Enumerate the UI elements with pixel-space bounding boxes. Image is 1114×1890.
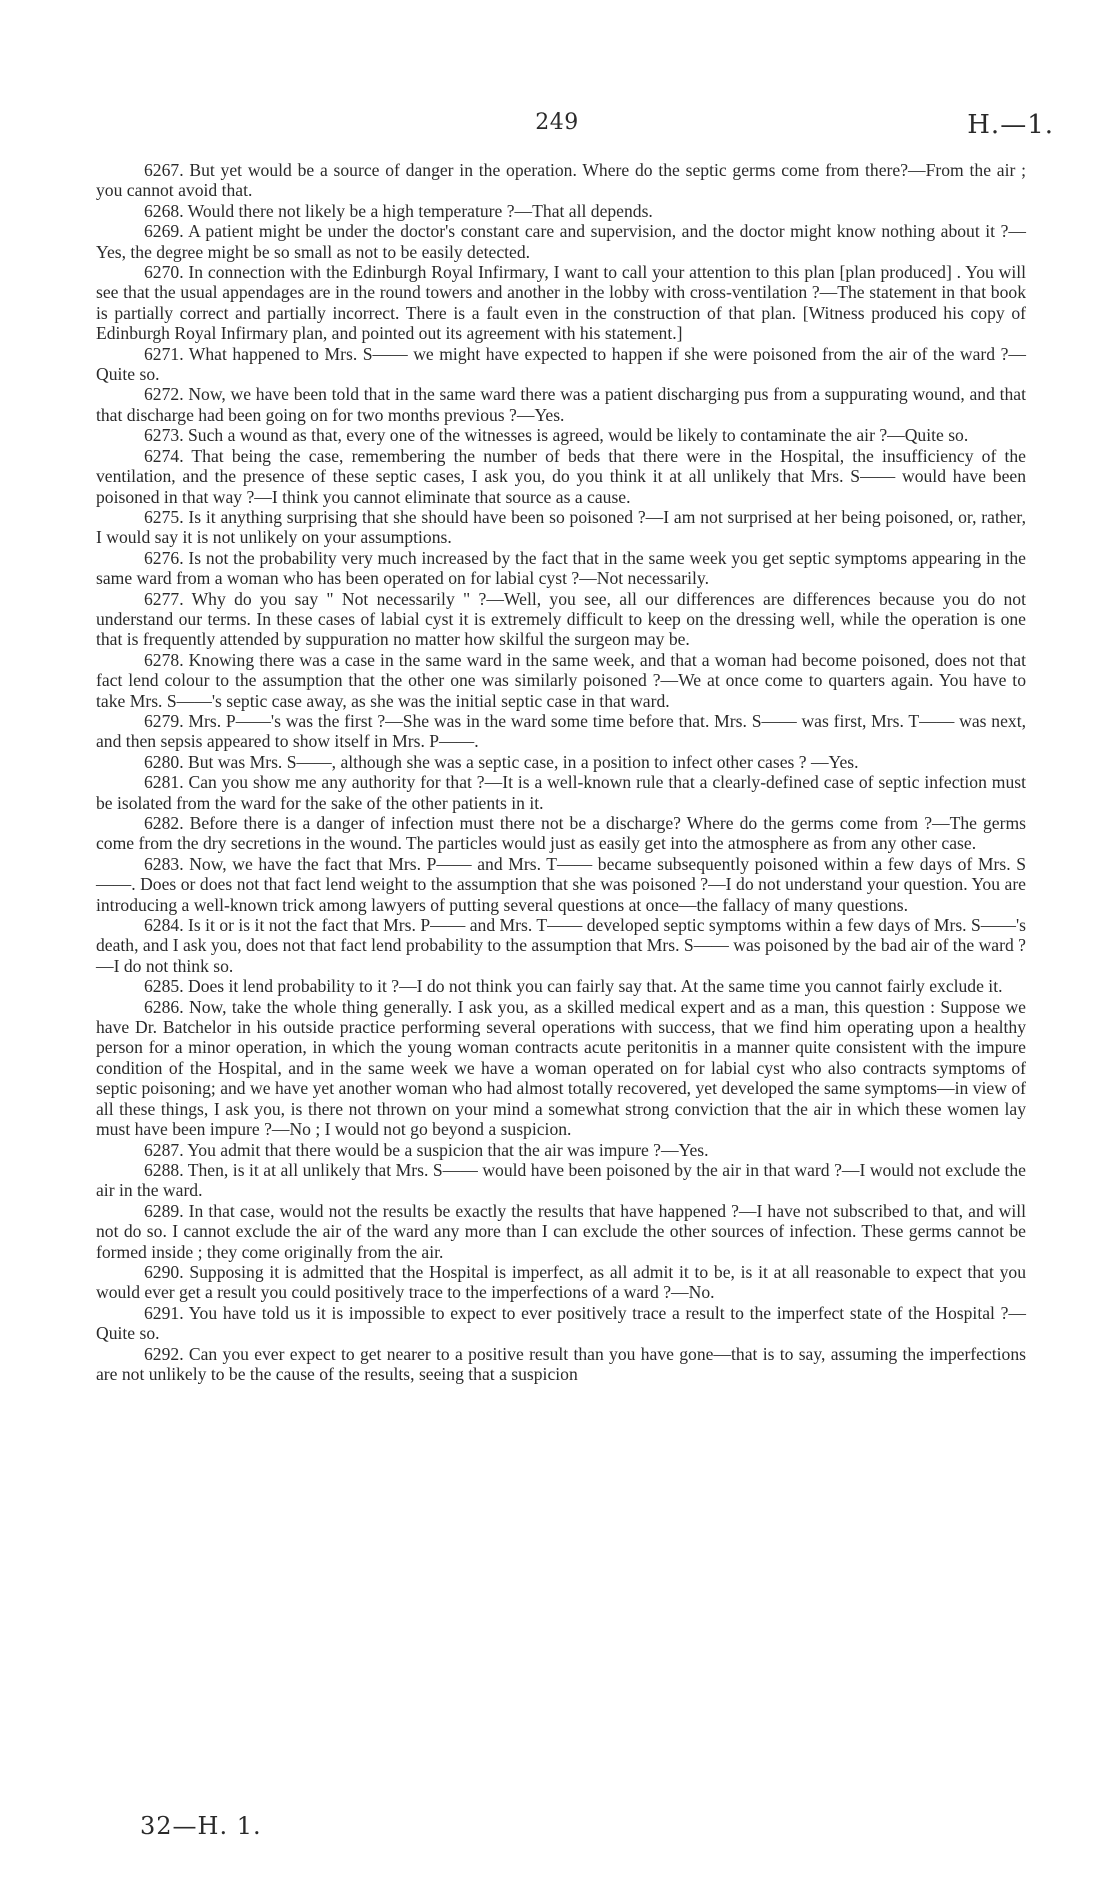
signature-mark: 32—H. 1. bbox=[140, 1812, 262, 1840]
paragraph: 6282. Before there is a danger of infection must there not be a discharge? Where do the germs come from ?—The germs come from the dry secretions in the wound. The particles would just as easily get into the atmosphere as from any other case. bbox=[96, 813, 1026, 854]
paragraph: 6272. Now, we have been told that in the same ward there was a patient discharging pus from a suppurating wound, and that that discharge had been going on for two months previous ?—Yes. bbox=[96, 384, 1026, 425]
paragraph: 6291. You have told us it is impossible to expect to ever positively trace a result to the imperfect state of the Hospital ?—Quite so. bbox=[96, 1302, 1026, 1344]
paragraph: 6280. But was Mrs. S——, although she was a septic case, in a position to infect other cases ? —Yes. bbox=[144, 751, 859, 772]
paragraph: 6289. In that case, would not the results be exactly the results that have happened ?—I have not subscribed to that, and will not do so. I cannot exclude the air of the ward any more than I can exclude the other sources of infection. These germs cannot be formed inside ; they come originally from the air. bbox=[96, 1200, 1026, 1262]
paragraph: 6274. That being the case, remembering the number of beds that there were in the Hospital, the insufficiency of the ventilation, and the presence of these septic cases, I ask you, do you think it at all unlikely that Mrs. S—— would have been poisoned in that way ?—I think you cannot eliminate that source as a cause. bbox=[96, 445, 1026, 507]
evidence-text bbox=[96, 160, 1026, 1384]
paragraph: 6269. A patient might be under the doctor's constant care and supervision, and the doctor might know nothing about it ?—Yes, the degree might be so small as not to be easily detected. bbox=[96, 221, 1026, 262]
paragraph: 6285. Does it lend probability to it ?—I do not think you can fairly say that. At the same time you cannot fairly exclude it. bbox=[144, 976, 1003, 997]
paragraph: 6277. Why do you say " Not necessarily " ?—Well, you see, all our differences are differences because you do not understand our terms. In these cases of labial cyst it is extremely difficult to keep on the dressing well, while the operation is one that is frequently attended by suppuration no matter how skilful the surgeon may be. bbox=[96, 588, 1026, 650]
paragraph: 6284. Is it or is it not the fact that Mrs. P—— and Mrs. T—— developed septic symptoms within a few days of Mrs. S——'s death, and I ask you, does not that fact lend probability to the assumption that Mrs. S—— was poisoned by the bad air of the ward ?—I do not think so. bbox=[96, 915, 1026, 976]
paragraph: 6279. Mrs. P——'s was the first ?—She was in the ward some time before that. Mrs. S—— was first, Mrs. T—— was next, and then sepsis appeared to show itself in Mrs. P——. bbox=[96, 710, 1026, 752]
paragraph: 6268. Would there not likely be a high temperature ?—That all depends. bbox=[144, 200, 653, 221]
paragraph: 6292. Can you ever expect to get nearer to a positive result than you have gone—that is to say, assuming the imperfections are not unlikely to be the cause of the results, seeing that a suspicion bbox=[96, 1343, 1026, 1384]
paragraph: 6283. Now, we have the fact that Mrs. P—— and Mrs. T—— became subsequently poisoned within a few days of Mrs. S——. Does or does not that fact lend weight to the assumption that she was poisoned ?—I do not understand your question. You are introducing a well-known trick among lawyers of putting several questions at once—the fallacy of many questions. bbox=[96, 853, 1026, 915]
page-number: 249 bbox=[535, 110, 579, 135]
paragraph: 6290. Supposing it is admitted that the Hospital is imperfect, as all admit it to be, is it at all reasonable to expect that you would ever get a result you could positively trace to the imperfections of a ward ?—No. bbox=[96, 1261, 1026, 1303]
paragraph: 6267. But yet would be a source of danger in the operation. Where do the septic germs come from there?—From the air ; you cannot avoid that. bbox=[96, 160, 1026, 201]
paragraph: 6281. Can you show me any authority for that ?—It is a well-known rule that a clearly-defined case of septic infection must be isolated from the ward for the sake of the other patients in it. bbox=[96, 772, 1026, 813]
paragraph: 6276. Is not the probability very much increased by the fact that in the same week you get septic symptoms appearing in the same ward from a woman who has been operated on for labial cyst ?—Not necessarily. bbox=[96, 547, 1026, 589]
paragraph: 6278. Knowing there was a case in the same ward in the same week, and that a woman had become poisoned, does not that fact lend colour to the assumption that the other one was similarly poisoned ?—We at once come to quarters again. You have to take Mrs. S——'s septic case away, as she was the initial septic case in that ward. bbox=[96, 649, 1026, 711]
paragraph: 6270. In connection with the Edinburgh Royal Infirmary, I want to call your attention to this plan [plan produced] . You will see that the usual appendages are in the round towers and another in the lobby with cross-ventilation ?—The statement in that book is partially correct and partially incorrect. There is a fault even in the construction of that plan. [Witness produced his copy of Edinburgh Royal Infirmary plan, and pointed out its agreement with his statement.] bbox=[96, 262, 1026, 344]
paragraph: 6271. What happened to Mrs. S—— we might have expected to happen if she were poisoned from the air of the ward ?—Quite so. bbox=[96, 343, 1026, 385]
paragraph: 6288. Then, is it at all unlikely that Mrs. S—— would have been poisoned by the air in that ward ?—I would not exclude the air in the ward. bbox=[96, 1159, 1026, 1201]
paragraph: 6273. Such a wound as that, every one of the witnesses is agreed, would be likely to contaminate the air ?—Quite so. bbox=[144, 425, 969, 446]
paragraph: 6275. Is it anything surprising that she should have been so poisoned ?—I am not surprised at her being poisoned, or, rather, I would say it is not unlikely on your assumptions. bbox=[96, 506, 1026, 548]
series-code: H.—1. bbox=[967, 110, 1054, 140]
paragraph: 6286. Now, take the whole thing generally. I ask you, as a skilled medical expert and as a man, this question : Suppose we have Dr. Batchelor in his outside practice performing several operations with success, that we find him operating upon a healthy person for a minor operation, in which the young woman contracts acute peritonitis in a manner quite consistent with the impure condition of the Hospital, and in the same week we have a woman operated on for labial cyst who also contracts symptoms of septic poisoning; and we have yet another woman who had almost totally recovered, yet developed the same symptoms—in view of all these things, I ask you, is there not thrown on your mind a somewhat strong conviction that the air in which these women lay must have been impure ?—No ; I would not go beyond a suspicion. bbox=[96, 996, 1026, 1140]
paragraph: 6287. You admit that there would be a suspicion that the air was impure ?—Yes. bbox=[144, 1139, 709, 1160]
